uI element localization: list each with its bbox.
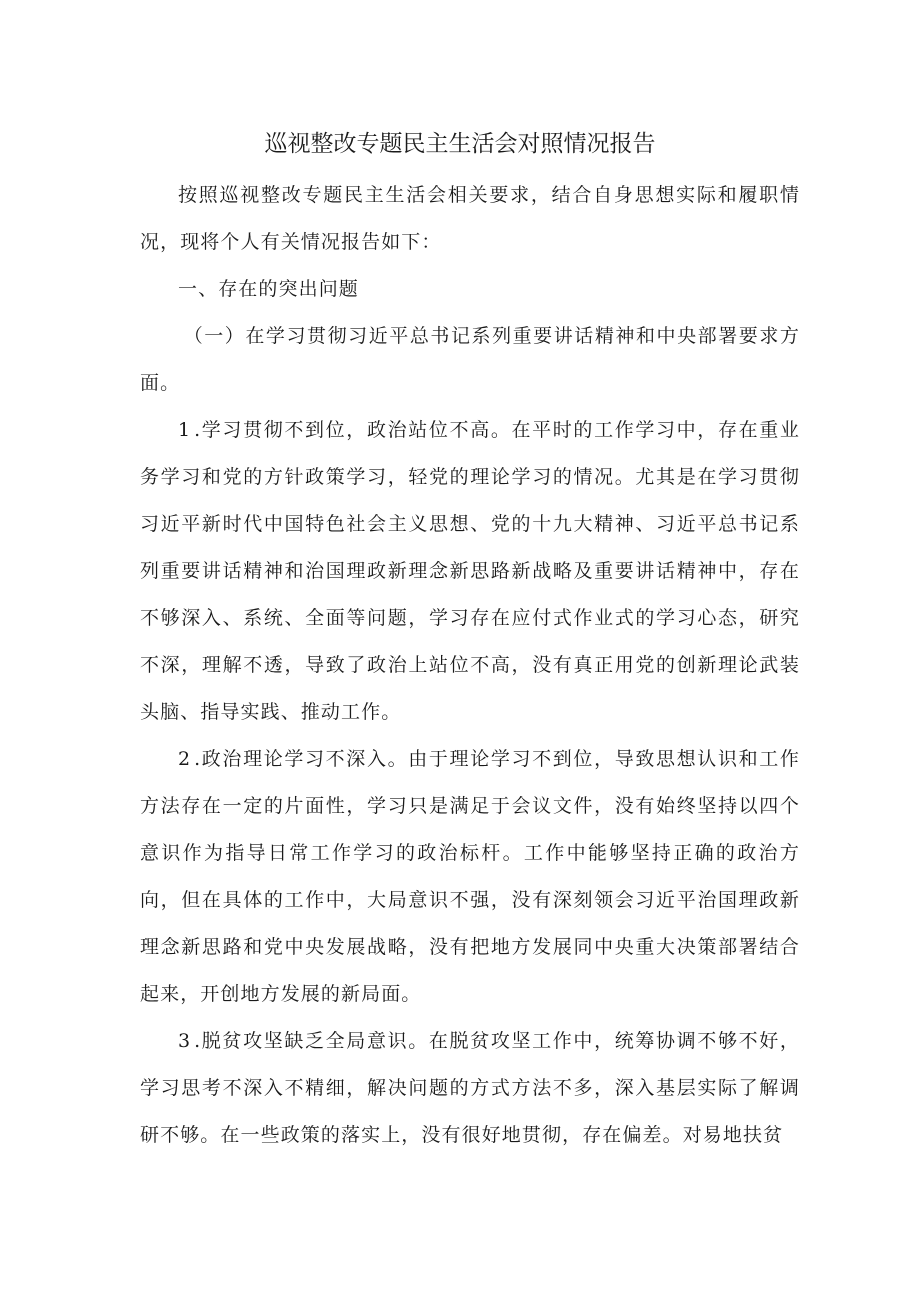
list-item [140,407,800,736]
document-title: 巡视整改专题民主生活会对照情况报告 [264,131,656,157]
subsection-heading: （一）在学习贯彻习近平总书记系列重要讲话精神和中央部署要求方面。 [140,325,800,394]
item-text: .政治理论学习不深入。由于理论学习不到位，导致思想认识和工作方法存在一定的片面性，学习只是满足于会议文件，没有始终坚持以四个意识作为指导日常工作学习的政治标杆。工作中能够坚持正确的政治方向，但在具体的工作中，大局意识不强，没有深刻领会习近平治国理政新理念新思路和党中央发展战略，没有把地方发展同中央重大决策部署结合起来，开创地方发展的新局面。 [140,748,800,1005]
item-number: 2 [178,748,195,770]
list-item [140,736,800,1018]
section-heading: 一、存在的突出问题 [178,278,359,300]
item-text: .脱贫攻坚缺乏全局意识。在脱贫攻坚工作中，统筹协调不够不好，学习思考不深入不精细，解决问题的方式方法不多，深入基层实际了解调研不够。在一些政策的落实上，没有很好地贯彻，存在偏差。对易地扶贫 [140,1030,800,1146]
item-number: 3 [178,1030,195,1052]
list-item [140,1018,800,1159]
item-number: 1 [178,419,195,441]
document-body [140,172,800,1159]
item-text: .学习贯彻不到位，政治站位不高。在平时的工作学习中，存在重业务学习和党的方针政策学习，轻党的理论学习的情况。尤其是在学习贯彻习近平新时代中国特色社会主义思想、党的十九大精神、习近平总书记系列重要讲话精神和治国理政新理念新思路新战略及重要讲话精神中，存在不够深入、系统、全面等问题，学习存在应付式作业式的学习心态，研究不深，理解不透，导致了政治上站位不高，没有真正用党的创新理论武装头脑、指导实践、推动工作。 [140,419,800,723]
intro-paragraph: 按照巡视整改专题民主生活会相关要求，结合自身思想实际和履职情况，现将个人有关情况报告如下： [140,184,800,253]
